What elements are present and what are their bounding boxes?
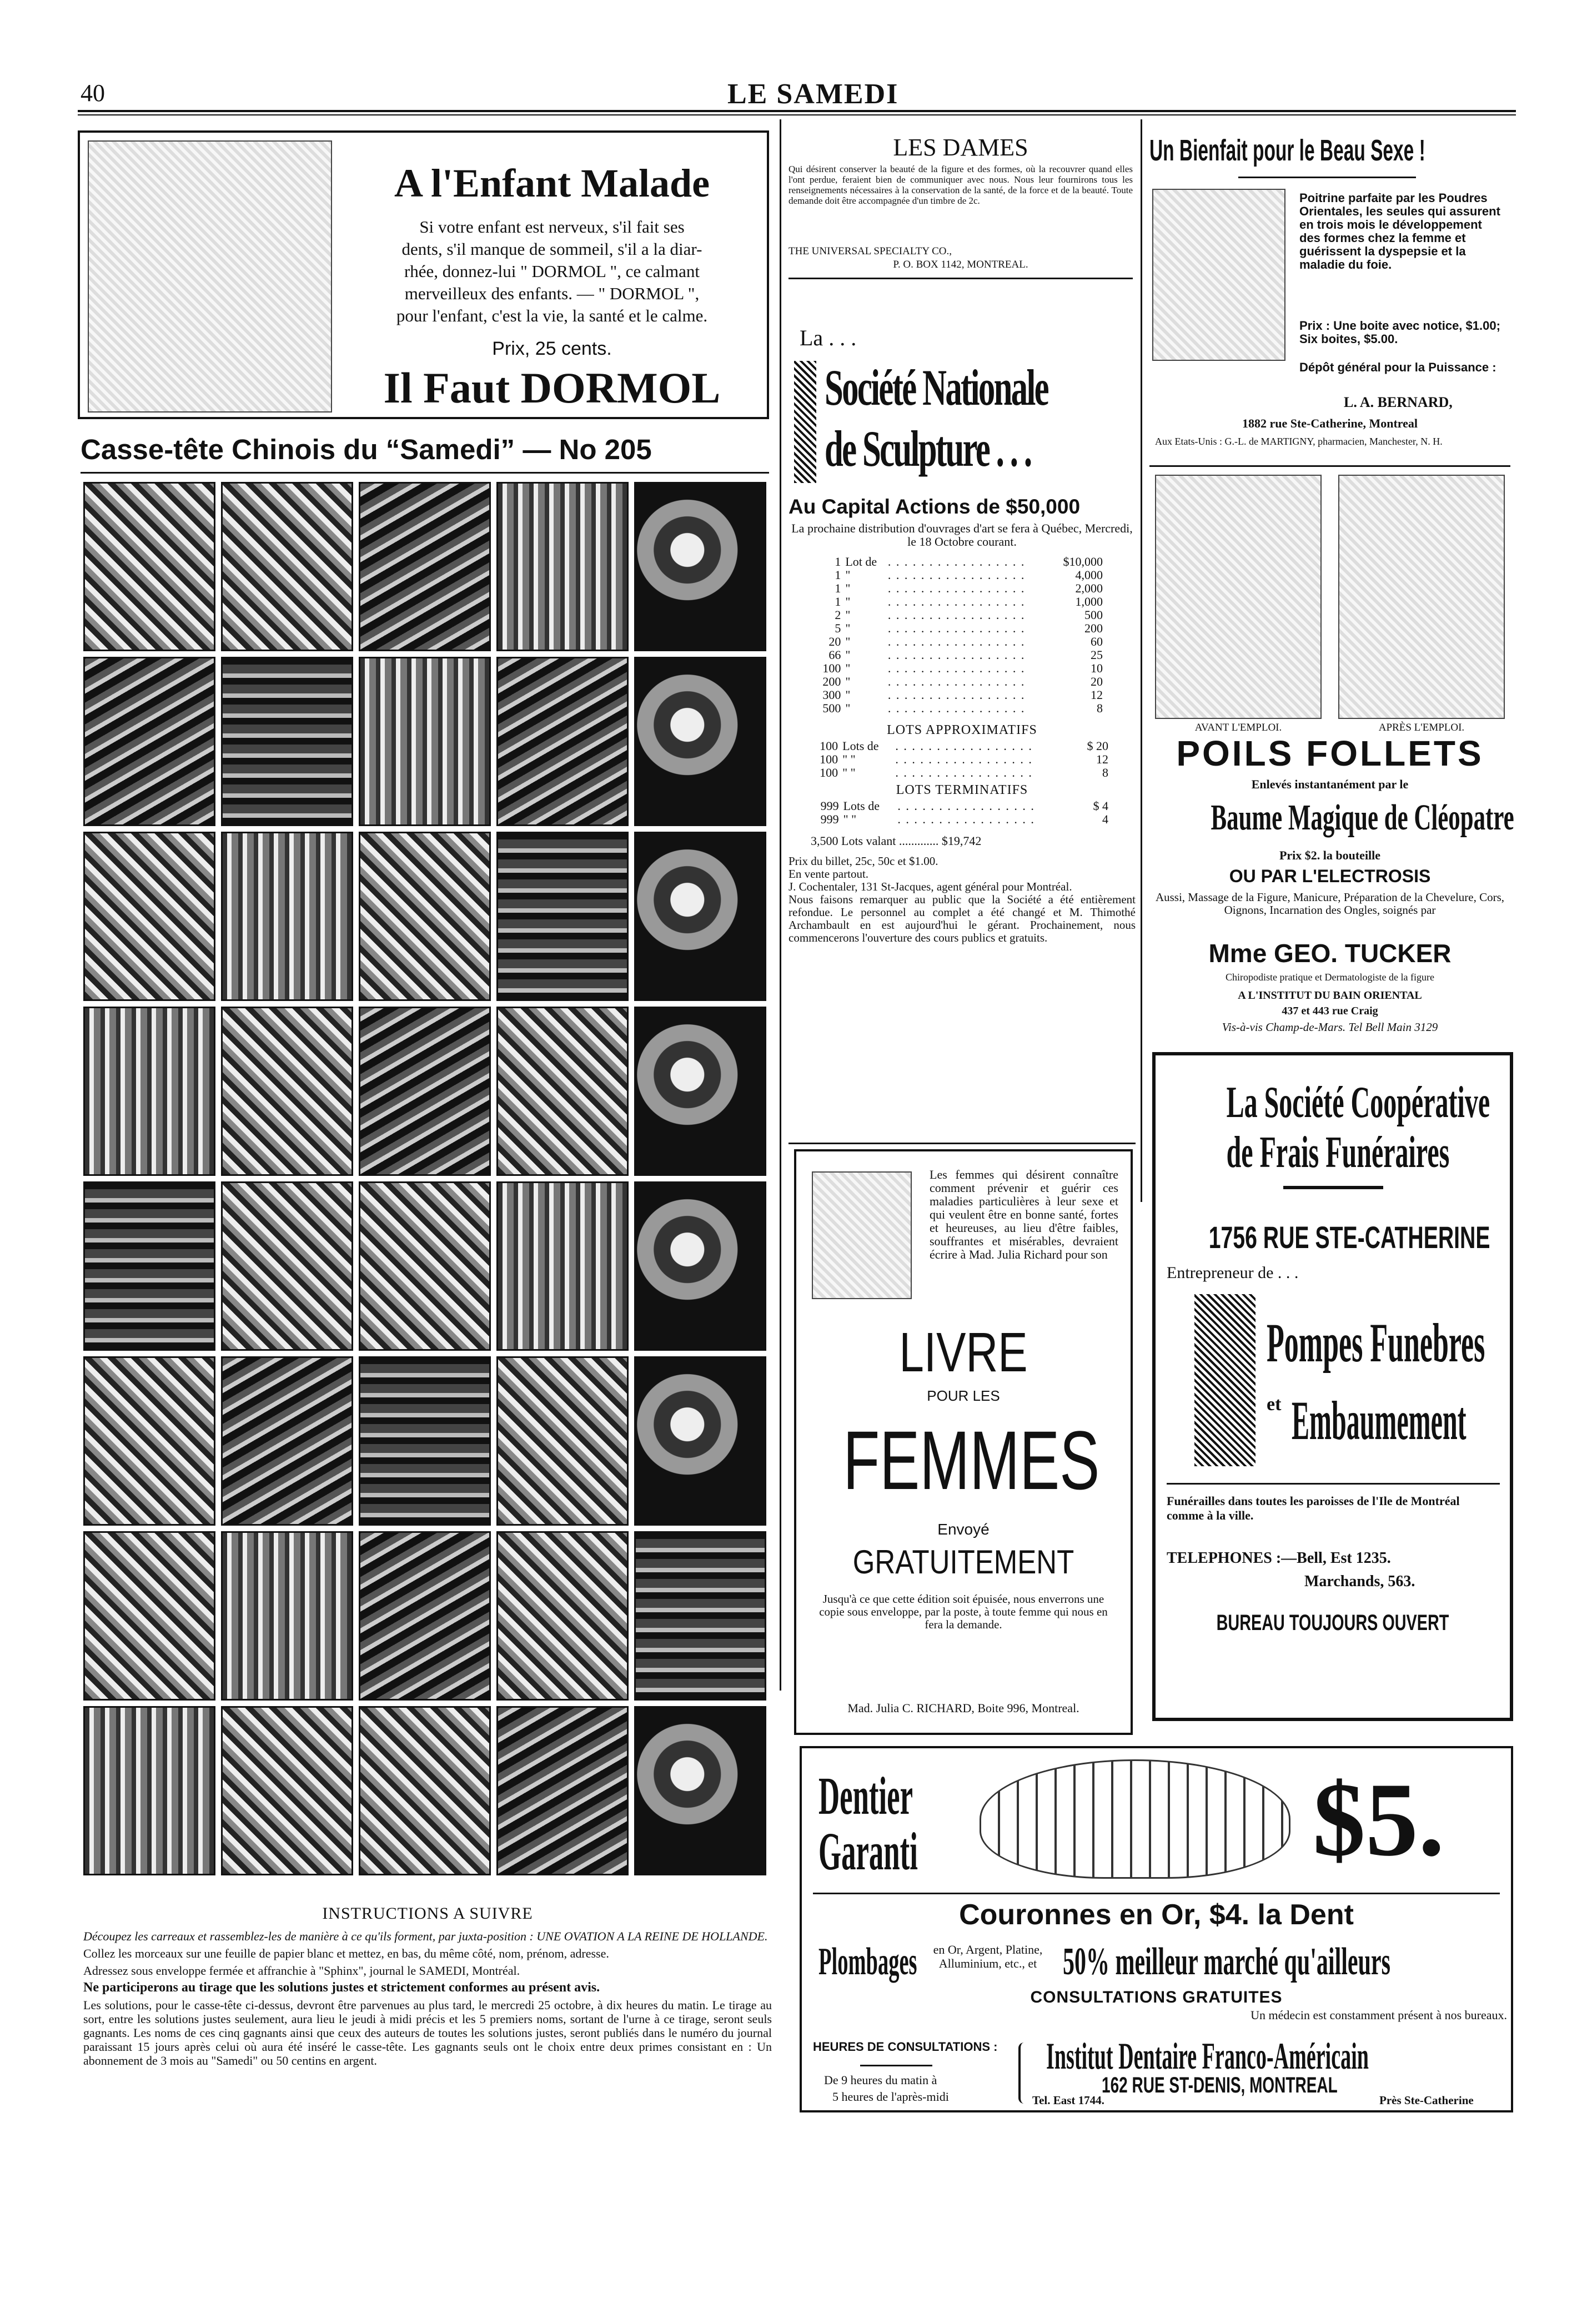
bienfait-body: Poitrine parfaite par les Poudres Orientales, les seules qui assurent en trois mois le développement des formes chez la femme et guérissent la dyspepsie et la maladie du foie. <box>1299 191 1500 271</box>
poils-sub: Chiropodiste pratique et Dermatologiste de la figure <box>1226 972 1434 983</box>
portrait-before-illustration <box>1155 475 1322 719</box>
lot-row <box>816 608 1105 622</box>
lot-count: 1 <box>835 581 841 595</box>
lot-label: " <box>845 621 851 635</box>
puzzle-tile[interactable] <box>634 657 766 826</box>
term-title: LOTS TERMINATIFS <box>896 783 1028 797</box>
lot-leader: . . . . . . . . . . . . . . . . . <box>895 739 1033 753</box>
lot-count: 66 <box>828 648 841 662</box>
lot-row <box>816 622 1105 635</box>
puzzle-tile[interactable] <box>83 832 215 1001</box>
livre-envoye: Envoyé <box>937 1521 990 1538</box>
lot-leader: . . . . . . . . . . . . . . . . . <box>887 635 1026 648</box>
dentier-pres: Près Ste-Catherine <box>1379 2094 1474 2107</box>
caption-before: AVANT L'EMPLOI. <box>1194 722 1282 733</box>
puzzle-tile[interactable] <box>83 1007 215 1176</box>
lot-leader: . . . . . . . . . . . . . . . . . <box>887 701 1026 715</box>
lot-label: " <box>845 568 851 582</box>
approx-title: LOTS APPROXIMATIFS <box>887 723 1037 737</box>
lot-count: 1 <box>835 595 841 608</box>
livre-intro: Les femmes qui désirent connaître comment prévenir et guérir ces maladies particulières à leur sexe et qui veulent être en bonne santé, fortes et heureuses, au lieu d'être faibles, souffrantes et misérables, devraient écrire à Mad. Julia Richard pour son <box>930 1168 1118 1261</box>
lot-row <box>816 595 1105 608</box>
lot-label: " <box>845 648 851 662</box>
lot-value: 12 <box>1096 752 1108 766</box>
lot-count: 2 <box>835 608 841 622</box>
coop-rule <box>1167 1483 1500 1485</box>
coop-et: et <box>1267 1394 1282 1415</box>
denture-illustration <box>980 1759 1290 1879</box>
coop-hatch-left <box>1194 1294 1255 1466</box>
puzzle-tile[interactable] <box>359 1356 491 1526</box>
lot-label: " <box>845 688 851 702</box>
puzzle-tile[interactable] <box>221 482 353 651</box>
lot-leader: . . . . . . . . . . . . . . . . . <box>887 688 1026 702</box>
bienfait-end-rule <box>1149 465 1510 467</box>
lot-count: 300 <box>822 688 841 702</box>
bienfait-rule <box>1238 177 1416 178</box>
lot-leader: . . . . . . . . . . . . . . . . . <box>887 621 1026 635</box>
puzzle-tile[interactable] <box>83 1356 215 1526</box>
puzzle-tile[interactable] <box>221 657 353 826</box>
lot-value: 8 <box>1097 701 1103 715</box>
lot-row <box>816 702 1105 715</box>
dentier-consult: CONSULTATIONS GRATUITES <box>1030 1988 1283 2006</box>
lot-leader: . . . . . . . . . . . . . . . . . <box>887 581 1026 595</box>
bienfait-address: 1882 rue Ste-Catherine, Montreal <box>1242 416 1418 430</box>
dentier-word2: Garanti <box>818 1822 918 1881</box>
coop-marchands: Marchands, 563. <box>1304 1573 1415 1590</box>
societe-rule <box>789 1143 1136 1144</box>
lot-value: 4 <box>1102 812 1108 826</box>
lot-value: $ 20 <box>1087 739 1108 753</box>
lot-value: 20 <box>1091 675 1103 688</box>
coop-pompes: Pompes Funebres <box>1267 1312 1485 1374</box>
lot-label: Lots de <box>842 739 879 753</box>
lot-label: Lot de <box>845 555 877 569</box>
instruction-4: Ne participerons au tirage que les solutions justes et strictement conformes au présent avis. <box>83 1980 600 1995</box>
lot-count: 999 <box>820 812 839 826</box>
dentier-plombages: Plombages <box>818 1940 917 1983</box>
header-rule <box>78 110 1516 112</box>
puzzle-tile[interactable] <box>359 1181 491 1351</box>
lot-row <box>811 813 1111 826</box>
cooperative-ad <box>1152 1052 1513 1721</box>
bienfait-depot: Dépôt général pour la Puissance : <box>1299 360 1496 374</box>
societe-ad <box>789 289 1136 1138</box>
column-rule-1 <box>780 119 781 1691</box>
lot-leader: . . . . . . . . . . . . . . . . . <box>895 752 1033 766</box>
lot-label: " " <box>842 766 856 779</box>
poils-ou: OU PAR L'ELECTROSIS <box>1229 866 1431 886</box>
puzzle-tile[interactable] <box>496 1531 629 1701</box>
woman-portrait-illustration <box>812 1171 912 1299</box>
lot-leader: . . . . . . . . . . . . . . . . . <box>887 568 1026 582</box>
puzzle-tile[interactable] <box>359 657 491 826</box>
puzzle-tile[interactable] <box>83 1531 215 1701</box>
livre-pour: POUR LES <box>927 1387 1000 1404</box>
dentier-meilleur: 50% meilleur marché qu'ailleurs <box>1063 1940 1390 1983</box>
coop-funerailles: Funérailles dans toutes les paroisses de l'Ile de Montréal comme à la ville. <box>1167 1494 1460 1522</box>
puzzle-tile[interactable] <box>634 1531 766 1701</box>
lot-count: 100 <box>820 766 838 779</box>
lot-value: 12 <box>1091 688 1103 702</box>
lot-label: " <box>845 608 851 622</box>
puzzle-tile[interactable] <box>221 1706 353 1875</box>
instruction-2: Collez les morceaux sur une feuille de papier blanc et mettez, en bas, du même côté, nom, prénom, adresse. <box>83 1946 609 1960</box>
societe-name-2: de Sculpture . . . <box>825 420 1031 477</box>
puzzle-tile[interactable] <box>496 832 629 1001</box>
lot-count: 999 <box>820 799 839 813</box>
instructions-body <box>83 1929 772 2068</box>
dames-address: P. O. BOX 1142, MONTREAL. <box>893 259 1028 270</box>
lot-value: 500 <box>1084 608 1103 622</box>
livre-note: Jusqu'à ce que cette édition soit épuisée, nous enverrons une copie sous enveloppe, par la poste, à toute femme qui nous en fera la demande. <box>819 1592 1108 1631</box>
puzzle-tile[interactable] <box>496 482 629 651</box>
societe-footer: Prix du billet, 25c, 50c et $1.00. En vente partout. J. Cochentaler, 131 St-Jacques, agent général pour Montréal. Nous faisons remarquer au public que la Société a été entièrement refondue. Le personnel au complet a été changé et M. Thimothé Archambault en est aujourd'hui le gérant. Prochainement, nous commencerons l'ouverture des cours publics et gratuits. <box>789 854 1136 944</box>
instruction-5: Les solutions, pour le casse-tête ci-dessus, devront être parvenues au plus tard, le mercredi 25 octobre, à dix heures du matin. Le tirage au sort, entre les solutions justes seulement, aura lieu le jeudi à midi précis et les 5 premiers noms, sortant de l'urne à ce tirage, seront seuls gagnants. Les noms de ces cinq gagnants ainsi que ceux des auteurs de toutes les solutions justes, seront publiés dans le numéro du journal paraissant 15 jours après celui où aura été inséré le casse-tête. Les gagnants seuls ont le choix entre deux primes consistant en : Un abonnement de 3 mois au "Samedi" ou 50 centins en argent. <box>83 1998 772 2068</box>
lot-value: 25 <box>1091 648 1103 662</box>
dentier-medecin: Un médecin est constamment présent à nos bureaux. <box>1251 2008 1507 2022</box>
approx-table <box>811 740 1111 779</box>
puzzle-tile[interactable] <box>496 1706 629 1875</box>
poils-name: Mme GEO. TUCKER <box>1208 939 1452 968</box>
societe-intro: La prochaine distribution d'ouvrages d'art se fera à Québec, Mercredi, le 18 Octobre courant. <box>791 521 1133 549</box>
lot-count: 100 <box>822 661 841 675</box>
lot-row <box>816 662 1105 675</box>
coop-address: 1756 RUE STE-CATHERINE <box>1208 1220 1490 1255</box>
lot-count: 1 <box>835 555 841 569</box>
poils-visavis: Vis-à-vis Champ-de-Mars. Tel Bell Main 3129 <box>1222 1020 1438 1034</box>
dames-body: Qui désirent conserver la beauté de la figure et des formes, où la recouvrer quand elles l'ont perdue, feraient bien de communiquer avec nous. Nous leur fournirons tous les renseignements nécessaires à la conservation de la santé, de la force et de la beauté. Toute demande doit être accompagnée d'un timbre de 2c. <box>789 164 1133 206</box>
puzzle-tile[interactable] <box>221 1181 353 1351</box>
lot-leader: . . . . . . . . . . . . . . . . . <box>895 766 1033 779</box>
bienfait-usa: Aux Etats-Unis : G.-L. de MARTIGNY, pharmacien, Manchester, N. H. <box>1155 436 1443 447</box>
lot-label: " " <box>842 752 856 766</box>
lot-count: 500 <box>822 701 841 715</box>
coop-embaumement: Embaumement <box>1292 1390 1467 1451</box>
lot-row <box>811 753 1111 766</box>
dames-title: LES DAMES <box>893 134 1028 161</box>
lot-count: 100 <box>820 739 838 753</box>
dentier-heures2: 5 heures de l'après-midi <box>832 2090 949 2104</box>
livre-femmes: FEMMES <box>843 1413 1100 1507</box>
dentier-couronnes: Couronnes en Or, $4. la Dent <box>959 1899 1354 1931</box>
puzzle-tile[interactable] <box>496 1007 629 1176</box>
poils-subtitle: Enlevés instantanément par le <box>1251 777 1409 791</box>
lots-table <box>816 555 1105 715</box>
puzzle-tile[interactable] <box>221 1531 353 1701</box>
lot-row <box>816 582 1105 595</box>
lot-value: 4,000 <box>1075 568 1103 582</box>
puzzle-tile[interactable] <box>359 832 491 1001</box>
puzzle-tile[interactable] <box>496 1356 629 1526</box>
societe-name-1: Société Nationale <box>825 359 1048 416</box>
lot-label: " <box>845 595 851 608</box>
puzzle-tile[interactable] <box>221 832 353 1001</box>
lot-value: 200 <box>1084 621 1103 635</box>
portrait-after-illustration <box>1338 475 1505 719</box>
puzzle-tile[interactable] <box>359 1531 491 1701</box>
puzzle-tile[interactable] <box>83 1706 215 1875</box>
lot-row <box>816 555 1105 569</box>
coop-entrepreneur: Entrepreneur de . . . <box>1167 1264 1299 1282</box>
lot-value: $10,000 <box>1063 555 1103 569</box>
dentier-heures-rule <box>860 2065 932 2066</box>
lot-row <box>816 675 1105 688</box>
lot-count: 1 <box>835 568 841 582</box>
lot-leader: . . . . . . . . . . . . . . . . . <box>887 648 1026 662</box>
puzzle-tile[interactable] <box>359 1007 491 1176</box>
societe-hatch-bar <box>794 361 816 483</box>
lot-count: 100 <box>820 752 838 766</box>
puzzle-grid <box>83 482 772 1875</box>
dentier-institut: Institut Dentaire Franco-Américain <box>1046 2035 1369 2077</box>
lot-leader: . . . . . . . . . . . . . . . . . <box>897 799 1035 813</box>
lot-label: " <box>845 635 851 648</box>
lot-value: 2,000 <box>1075 581 1103 595</box>
lot-count: 200 <box>822 675 841 688</box>
poils-desc: Aussi, Massage de la Figure, Manicure, Préparation de la Chevelure, Cors, Oignons, Incarnation des Ongles, soignés par <box>1155 891 1505 917</box>
dentier-brace <box>1018 2043 1027 2104</box>
dentier-tel: Tel. East 1744. <box>1032 2094 1104 2107</box>
puzzle-tile[interactable] <box>83 657 215 826</box>
header-rule-thin <box>78 114 1516 115</box>
livre-gratuit: GRATUITEMENT <box>852 1543 1074 1581</box>
lot-value: 10 <box>1091 661 1103 675</box>
lot-row <box>811 799 1111 813</box>
poils-institut: A L'INSTITUT DU BAIN ORIENTAL <box>1238 989 1422 1002</box>
puzzle-tile[interactable] <box>359 1706 491 1875</box>
dormol-price: Prix, 25 cents. <box>492 338 612 359</box>
dormol-ad <box>78 130 769 419</box>
coop-telephones: TELEPHONES :—Bell, Est 1235. <box>1167 1550 1391 1567</box>
puzzle-tile[interactable] <box>221 1356 353 1526</box>
bienfait-name: L. A. BERNARD, <box>1344 394 1453 410</box>
dames-company: THE UNIVERSAL SPECIALTY CO., <box>789 245 952 257</box>
lots-total: 3,500 Lots valant ............. $19,742 <box>811 834 982 848</box>
lot-label: " <box>845 675 851 688</box>
lot-leader: . . . . . . . . . . . . . . . . . <box>887 608 1026 622</box>
poils-product: Baume Magique de Cléopatre <box>1211 797 1514 838</box>
dentier-heures-title: HEURES DE CONSULTATIONS : <box>813 2040 998 2054</box>
mother-child-illustration <box>88 140 332 413</box>
dentier-price: $5. <box>1313 1762 1445 1878</box>
puzzle-tile[interactable] <box>359 482 491 651</box>
instructions-title: INSTRUCTIONS A SUIVRE <box>322 1904 533 1923</box>
lot-row <box>811 766 1111 779</box>
coop-bureau: BUREAU TOUJOURS OUVERT <box>1216 1611 1449 1635</box>
lot-value: $ 4 <box>1093 799 1108 813</box>
page-number: 40 <box>81 79 105 107</box>
term-table <box>811 799 1111 826</box>
lot-value: 60 <box>1091 635 1103 648</box>
lot-leader: . . . . . . . . . . . . . . . . . <box>887 555 1026 569</box>
puzzle-tile[interactable] <box>634 1181 766 1351</box>
lot-label: Lots de <box>843 799 880 813</box>
lot-count: 20 <box>828 635 841 648</box>
lot-value: 1,000 <box>1075 595 1103 608</box>
lot-leader: . . . . . . . . . . . . . . . . . <box>887 661 1026 675</box>
puzzle-tile[interactable] <box>221 1007 353 1176</box>
caption-after: APRÈS L'EMPLOI. <box>1378 722 1465 733</box>
coop-line2: de Frais Funéraires <box>1226 1128 1450 1177</box>
instruction-1: Découpez les carreaux et rassemblez-les de manière à ce qu'ils forment, par juxta-position : UNE OVATION A LA REINE DE HOLLANDE. <box>83 1929 768 1943</box>
lot-leader: . . . . . . . . . . . . . . . . . <box>887 595 1026 608</box>
lot-row <box>811 740 1111 753</box>
dentier-rule <box>813 1893 1500 1894</box>
lot-label: " " <box>843 812 857 826</box>
lot-leader: . . . . . . . . . . . . . . . . . <box>887 675 1026 688</box>
dentier-word1: Dentier <box>818 1766 913 1825</box>
lot-row <box>816 688 1105 702</box>
puzzle-tile[interactable] <box>634 1356 766 1526</box>
lot-value: 8 <box>1102 766 1108 779</box>
puzzle-tile[interactable] <box>634 482 766 651</box>
dormol-slogan: Il Faut DORMOL <box>383 364 721 412</box>
dames-rule <box>789 278 1133 279</box>
puzzle-tile[interactable] <box>634 1706 766 1875</box>
column-rule-2 <box>1141 119 1142 1202</box>
puzzle-tile[interactable] <box>634 1007 766 1176</box>
dentier-address: 162 RUE ST-DENIS, MONTREAL <box>1102 2073 1338 2097</box>
livre-address: Mad. Julia C. RICHARD, Boite 996, Montreal. <box>847 1701 1079 1715</box>
dentier-heures1: De 9 heures du matin à <box>824 2073 937 2087</box>
poils-price: Prix $2. la bouteille <box>1279 848 1381 862</box>
lot-label: " <box>845 581 851 595</box>
societe-capital: Au Capital Actions de $50,000 <box>789 495 1081 518</box>
puzzle-title-rule <box>81 472 769 474</box>
dormol-title: A l'Enfant Malade <box>394 161 710 205</box>
puzzle-tile[interactable] <box>83 482 215 651</box>
puzzle-tile[interactable] <box>634 832 766 1001</box>
coop-line1: La Société Coopérative <box>1226 1078 1490 1127</box>
puzzle-title: Casse-tête Chinois du “Samedi” — No 205 <box>81 434 652 465</box>
lot-count: 5 <box>835 621 841 635</box>
coop-divider <box>1283 1186 1383 1189</box>
lot-label: " <box>845 701 851 715</box>
dormol-body: Si votre enfant est nerveux, s'il fait ses dents, s'il manque de sommeil, s'il a la diar- rhée, donnez-lui " DORMOL ", ce calmant merveilleux des enfants. — " DORMOL ", pour l'enfant, c'est la vie, la santé et le calme. <box>396 217 708 325</box>
bienfait-title: Un Bienfait pour le Beau Sexe ! <box>1149 134 1425 167</box>
instruction-3: Adressez sous enveloppe fermée et affranchie à "Sphinx", journal le SAMEDI, Montréal. <box>83 1964 520 1978</box>
lady-bust-illustration <box>1152 189 1285 361</box>
puzzle-tile[interactable] <box>496 1181 629 1351</box>
livre-title: LIVRE <box>899 1321 1028 1384</box>
bienfait-prix: Prix : Une boite avec notice, $1.00; Six boites, $5.00. <box>1299 319 1500 346</box>
lot-row <box>816 648 1105 662</box>
lot-label: " <box>845 661 851 675</box>
societe-prefix: La . . . <box>800 325 857 350</box>
lot-row <box>816 569 1105 582</box>
poils-title: POILS FOLLETS <box>1176 733 1484 773</box>
livre-ad <box>794 1149 1133 1735</box>
dentier-metals: en Or, Argent, Platine, Alluminium, etc., et <box>933 1943 1043 1970</box>
lot-leader: . . . . . . . . . . . . . . . . . <box>897 812 1035 826</box>
puzzle-tile[interactable] <box>496 657 629 826</box>
lot-row <box>816 635 1105 648</box>
puzzle-tile[interactable] <box>83 1181 215 1351</box>
dentier-ad <box>800 1746 1513 2112</box>
newspaper-title: LE SAMEDI <box>727 78 899 110</box>
poils-address: 437 et 443 rue Craig <box>1282 1005 1378 1017</box>
